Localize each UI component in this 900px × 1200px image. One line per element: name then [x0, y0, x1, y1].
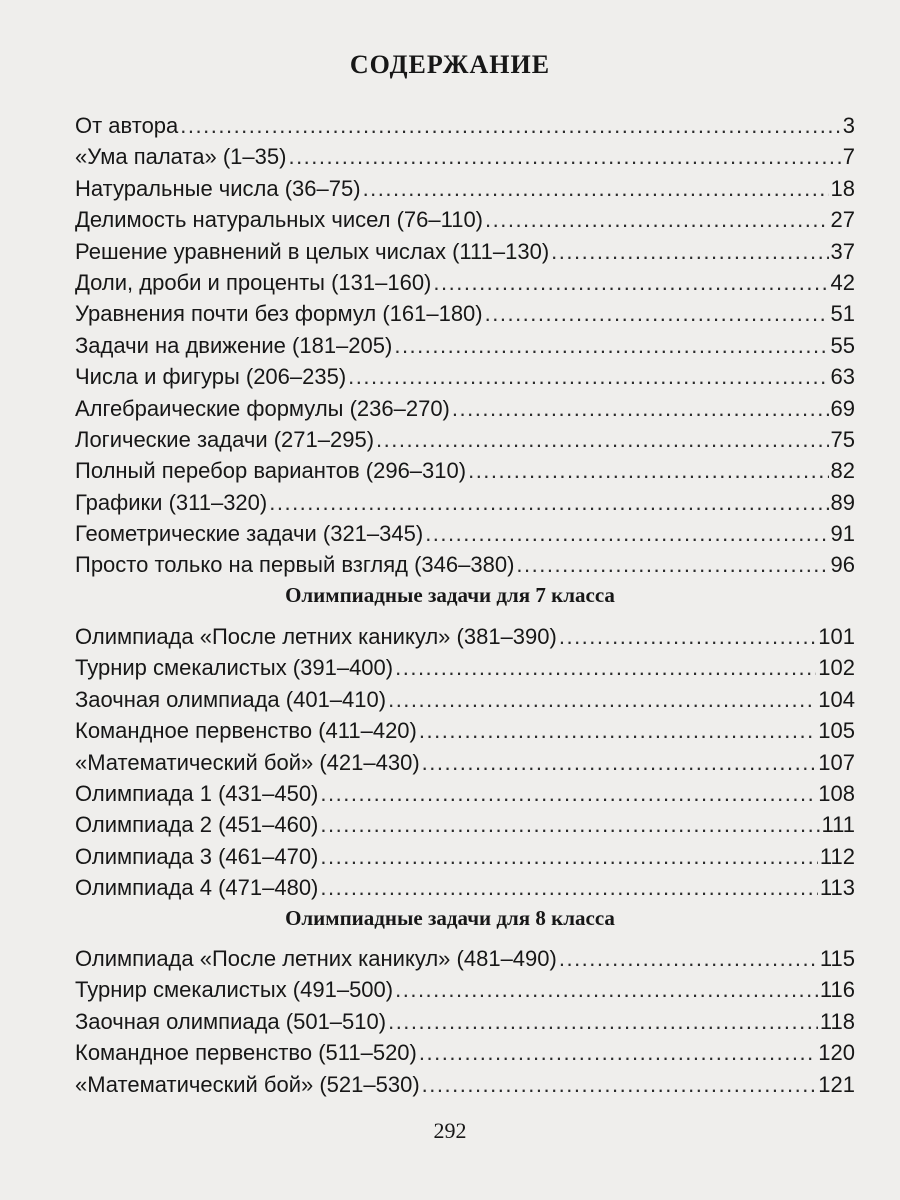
dot-leader	[433, 267, 828, 298]
toc-entry	[75, 872, 855, 903]
dot-leader	[348, 361, 828, 392]
dot-leader	[376, 424, 828, 455]
dot-leader	[320, 872, 818, 903]
toc-entry-page: 102	[818, 655, 855, 681]
dot-leader	[388, 684, 816, 715]
toc-entry-title: Задачи на движение (181–205)	[75, 332, 393, 358]
toc-entry-title: Делимость натуральных чисел (76–110)	[75, 207, 483, 233]
toc-entry-title: Полный перебор вариантов (296–310)	[75, 458, 467, 484]
toc-entry-title: Олимпиада 4 (471–480)	[75, 875, 319, 901]
toc-entry-page: 118	[819, 1008, 855, 1034]
contents-title: СОДЕРЖАНИЕ	[349, 50, 551, 79]
toc-entry-page: 18	[830, 175, 855, 201]
toc-entry-page: 104	[818, 686, 855, 712]
toc-entry-title: Логические задачи (271–295)	[75, 426, 375, 452]
toc-entry-page: 101	[818, 624, 855, 649]
dot-leader	[320, 778, 816, 809]
toc-entry-title: Просто только на первый взгляд (346–380)	[75, 552, 515, 578]
dot-leader	[559, 621, 816, 652]
toc-entry-page: 37	[830, 238, 855, 264]
toc-entry	[75, 747, 855, 778]
main-toc-list	[75, 110, 855, 581]
toc-entry-title: Олимпиада 1 (431–450)	[75, 780, 319, 806]
toc-entry-title: Турнир смекалистых (491–500)	[75, 977, 394, 1003]
toc-entry-page: 3	[842, 113, 855, 138]
toc-entry-title: Числа и фигуры (206–235)	[75, 364, 347, 390]
toc-entry-title: Олимпиада «После летних каникул» (481–490)	[75, 946, 557, 971]
toc-entry-title: «Математический бой» (421–430)	[75, 749, 420, 775]
dot-leader	[320, 841, 818, 872]
dot-leader	[559, 943, 818, 974]
dot-leader	[422, 747, 817, 778]
toc-entry	[75, 141, 855, 172]
toc-entry-page: 27	[830, 207, 855, 233]
toc-entry-title: «Ума палата» (1–35)	[75, 144, 287, 170]
toc-entry-page: 69	[830, 395, 855, 421]
section-heading-grade-8: Олимпиадные задачи для 8 класса	[285, 906, 615, 930]
toc-entry-page: 42	[830, 269, 855, 295]
toc-entry	[75, 455, 855, 486]
toc-entry	[75, 1006, 855, 1037]
toc-entry-page: 112	[819, 843, 855, 869]
toc-entry-page: 113	[819, 875, 855, 901]
toc-entry	[75, 621, 855, 652]
toc-entry	[75, 298, 855, 329]
toc-entry	[75, 330, 855, 361]
dot-leader	[394, 330, 828, 361]
dot-leader	[363, 173, 829, 204]
dot-leader	[288, 141, 840, 172]
toc-entry	[75, 809, 855, 840]
toc-entry-page: 96	[830, 552, 855, 578]
toc-entry	[75, 361, 855, 392]
toc-entry	[75, 684, 855, 715]
toc-entry	[75, 518, 855, 549]
toc-entry	[75, 487, 855, 518]
toc-entry-title: От автора	[75, 113, 179, 138]
toc-entry-title: Олимпиада 2 (451–460)	[75, 812, 319, 838]
toc-entry-page: 120	[818, 1040, 855, 1066]
dot-leader	[516, 549, 828, 580]
toc-entry-title: Уравнения почти без формул (161–180)	[75, 301, 483, 327]
toc-entry-page: 55	[830, 332, 855, 358]
toc-entry-page: 82	[830, 458, 855, 484]
section-heading-grade-7: Олимпиадные задачи для 7 класса	[285, 583, 615, 607]
toc-entry	[75, 393, 855, 424]
toc-entry	[75, 267, 855, 298]
dot-leader	[180, 110, 840, 141]
dot-leader	[425, 518, 828, 549]
dot-leader	[485, 204, 829, 235]
toc-entry-page: 89	[830, 489, 855, 515]
toc-entry	[75, 204, 855, 235]
toc-entry	[75, 1069, 855, 1100]
dot-leader	[419, 715, 816, 746]
toc-entry-title: Геометрические задачи (321–345)	[75, 521, 424, 547]
toc-entry-title: Доли, дроби и проценты (131–160)	[75, 269, 432, 295]
dot-leader	[419, 1037, 816, 1068]
dot-leader	[485, 298, 829, 329]
toc-entry-page: 63	[830, 364, 855, 390]
toc-entry-page: 121	[818, 1071, 855, 1097]
toc-entry-page: 51	[830, 301, 855, 327]
dot-leader	[395, 652, 816, 683]
dot-leader	[551, 236, 828, 267]
toc-entry	[75, 424, 855, 455]
toc-entry-title: Турнир смекалистых (391–400)	[75, 655, 394, 681]
dot-leader	[468, 455, 828, 486]
toc-entry	[75, 236, 855, 267]
toc-entry-title: «Математический бой» (521–530)	[75, 1071, 420, 1097]
toc-entry-title: Решение уравнений в целых числах (111–130)	[75, 238, 550, 264]
toc-entry	[75, 652, 855, 683]
toc-entry-title: Олимпиада «После летних каникул» (381–390)	[75, 624, 557, 649]
grade-8-toc-list	[75, 943, 855, 1100]
toc-entry-page: 91	[830, 521, 855, 547]
toc-entry-title: Олимпиада 3 (461–470)	[75, 843, 319, 869]
toc-entry-title: Графики (311–320)	[75, 489, 268, 515]
toc-entry-title: Натуральные числа (36–75)	[75, 175, 361, 201]
toc-entry-page: 115	[819, 946, 855, 971]
toc-entry-title: Командное первенство (511–520)	[75, 1040, 417, 1066]
toc-entry-page: 108	[818, 780, 855, 806]
toc-entry	[75, 778, 855, 809]
toc-entry-page: 105	[818, 718, 855, 744]
dot-leader	[422, 1069, 817, 1100]
toc-entry	[75, 1037, 855, 1068]
toc-entry	[75, 110, 855, 141]
toc-entry	[75, 549, 855, 580]
dot-leader	[269, 487, 828, 518]
toc-entry-page: 107	[818, 749, 855, 775]
page-number: 292	[433, 1118, 467, 1143]
toc-entry-page: 75	[830, 426, 855, 452]
toc-entry	[75, 841, 855, 872]
toc-entry	[75, 715, 855, 746]
dot-leader	[320, 809, 819, 840]
toc-entry-page: 7	[842, 144, 855, 170]
grade-7-toc-list	[75, 621, 855, 904]
toc-entry	[75, 943, 855, 974]
toc-entry-title: Заочная олимпиада (501–510)	[75, 1008, 387, 1034]
toc-entry-title: Командное первенство (411–420)	[75, 718, 417, 744]
toc-entry-title: Заочная олимпиада (401–410)	[75, 686, 387, 712]
toc-entry-page: 111	[821, 812, 855, 838]
dot-leader	[388, 1006, 818, 1037]
toc-entry-title: Алгебраические формулы (236–270)	[75, 395, 450, 421]
dot-leader	[452, 393, 829, 424]
toc-entry-page: 116	[819, 977, 855, 1003]
toc-entry	[75, 974, 855, 1005]
toc-entry	[75, 173, 855, 204]
dot-leader	[395, 974, 818, 1005]
